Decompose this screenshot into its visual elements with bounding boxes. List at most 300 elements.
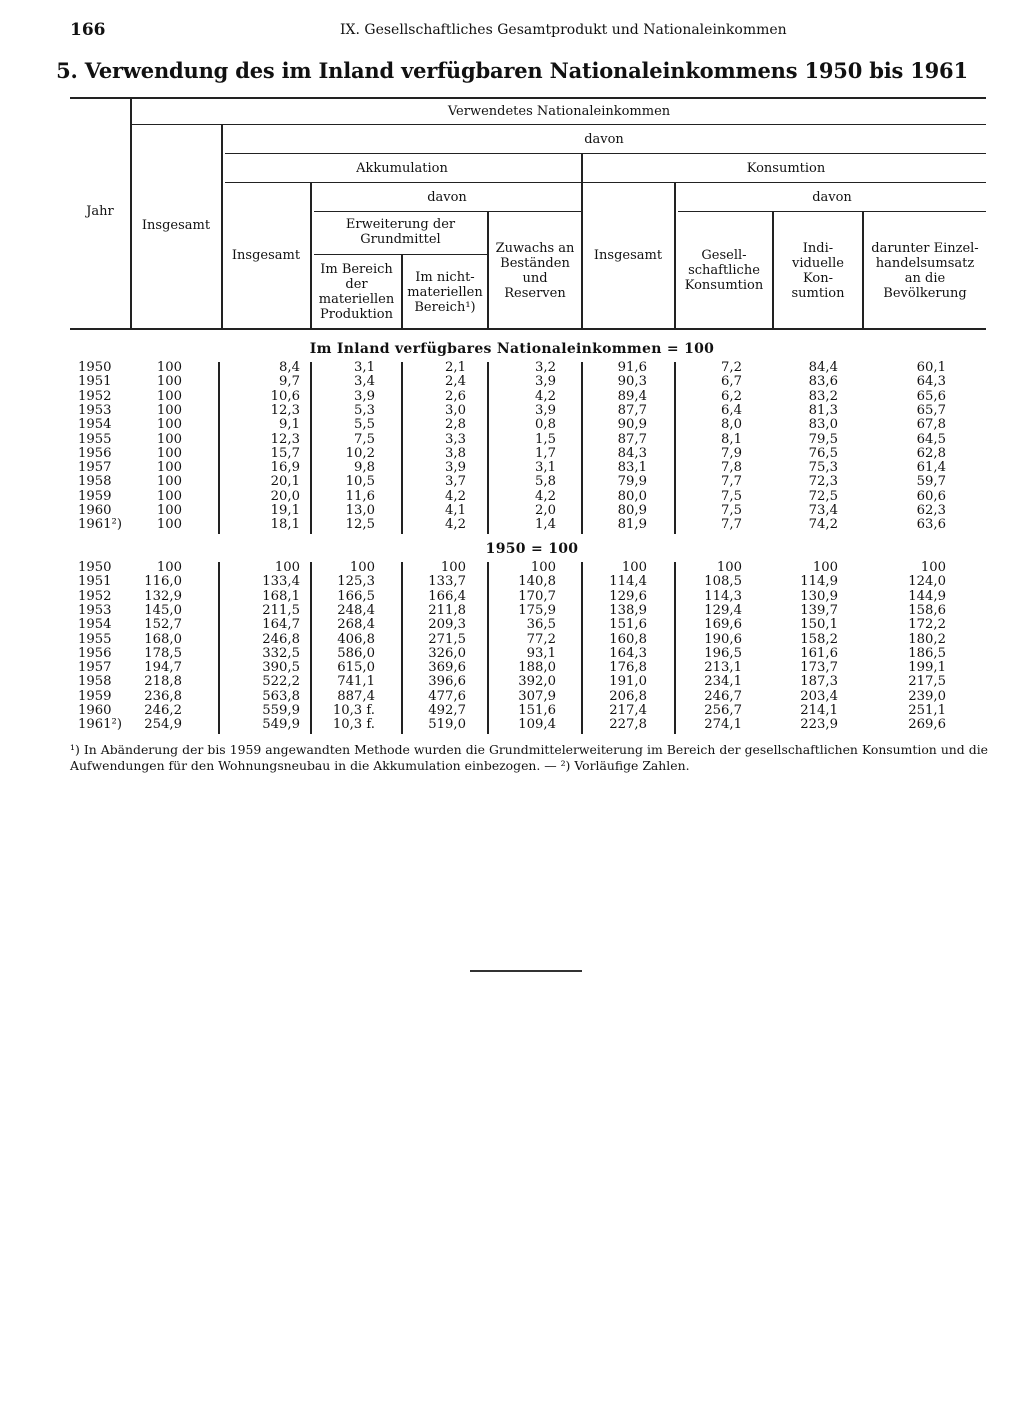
cell-kons-insgesamt: 89,4	[617, 388, 647, 404]
cell-grundmittel-materiell: 10,2	[345, 445, 375, 461]
column-separator	[674, 362, 676, 534]
cell-gesell-konsumtion: 114,3	[704, 588, 742, 604]
cell-jahr: 1956	[78, 645, 112, 661]
column-separator	[401, 562, 403, 734]
header-davon-akk: davon	[427, 190, 467, 205]
cell-einzelhandelsumsatz: 186,5	[908, 645, 946, 661]
cell-grundmittel-materiell: 615,0	[337, 660, 375, 676]
cell-einzelhandelsumsatz: 64,3	[916, 374, 946, 390]
cell-grundmittel-nichtmateriell: 2,6	[445, 388, 466, 404]
header-indiv-line: Kon-	[803, 271, 833, 286]
cell-akk-insgesamt: 8,4	[279, 360, 300, 375]
cell-grundmittel-nichtmateriell: 477,6	[428, 688, 466, 704]
cell-einzelhandelsumsatz: 60,1	[916, 360, 946, 375]
cell-jahr: 1959	[78, 488, 112, 504]
cell-grundmittel-materiell: 10,3 f.	[332, 703, 375, 718]
cell-jahr: 1951	[78, 374, 112, 390]
cell-gesell-konsumtion: 7,5	[721, 488, 742, 504]
cell-grundmittel-nichtmateriell: 3,9	[445, 460, 466, 476]
cell-insgesamt: 100	[156, 388, 182, 404]
cell-akk-insgesamt: 12,3	[270, 431, 300, 447]
cell-einzelhandelsumsatz: 61,4	[916, 460, 946, 476]
cell-akk-insgesamt: 9,1	[279, 417, 300, 433]
cell-gesell-konsumtion: 108,5	[704, 574, 742, 590]
cell-zuwachs-bestaende: 3,9	[535, 374, 556, 390]
cell-einzelhandelsumsatz: 67,8	[916, 417, 946, 433]
cell-grundmittel-nichtmateriell: 4,2	[445, 517, 466, 533]
section1-title: Im Inland verfügbares Nationaleinkommen = 100	[309, 341, 715, 357]
cell-zuwachs-bestaende: 140,8	[518, 574, 556, 590]
header-vline-3	[581, 153, 583, 328]
cell-gesell-konsumtion: 196,5	[704, 645, 742, 661]
cell-indiv-konsumtion: 75,3	[808, 460, 838, 476]
cell-einzelhandelsumsatz: 65,6	[916, 388, 946, 404]
cell-akk-insgesamt: 211,5	[262, 602, 300, 618]
table-row	[0, 604, 1024, 618]
cell-indiv-konsumtion: 72,5	[808, 488, 838, 504]
cell-akk-insgesamt: 559,9	[262, 703, 300, 718]
header-rule-verwendetes	[132, 124, 986, 125]
cell-gesell-konsumtion: 213,1	[704, 660, 742, 676]
cell-grundmittel-materiell: 741,1	[337, 674, 375, 690]
cell-grundmittel-nichtmateriell: 2,8	[445, 417, 466, 433]
cell-akk-insgesamt: 168,1	[262, 588, 300, 604]
cell-gesell-konsumtion: 6,2	[721, 388, 742, 404]
header-gesell-line: schaftliche	[688, 263, 760, 278]
cell-einzelhandelsumsatz: 124,0	[908, 574, 946, 590]
header-rule-akk-kons	[225, 182, 986, 183]
running-head: IX. Gesellschaftliches Gesamtprodukt und Nationaleinkommen	[340, 22, 787, 38]
header-gesell-line: Konsumtion	[684, 278, 764, 293]
cell-akk-insgesamt: 100	[274, 560, 300, 575]
cell-kons-insgesamt: 80,9	[617, 503, 647, 518]
cell-insgesamt: 100	[156, 488, 182, 504]
cell-jahr: 1953	[78, 402, 112, 418]
cell-akk-insgesamt: 164,7	[262, 617, 300, 633]
cell-jahr: 1957	[78, 460, 112, 476]
cell-grundmittel-materiell: 248,4	[337, 602, 375, 618]
cell-jahr: 1955	[78, 431, 112, 447]
cell-grundmittel-materiell: 586,0	[337, 645, 375, 661]
cell-zuwachs-bestaende: 4,2	[535, 388, 556, 404]
cell-jahr: 1960	[78, 703, 112, 718]
cell-indiv-konsumtion: 83,2	[808, 388, 838, 404]
cell-jahr: 1954	[78, 617, 112, 633]
cell-einzelhandelsumsatz: 199,1	[908, 660, 946, 676]
cell-indiv-konsumtion: 83,0	[808, 417, 838, 433]
cell-insgesamt: 100	[156, 445, 182, 461]
cell-zuwachs-bestaende: 93,1	[526, 645, 556, 661]
cell-jahr: 1952	[78, 388, 112, 404]
cell-gesell-konsumtion: 256,7	[704, 703, 742, 718]
header-gesell-line: Gesell-	[701, 248, 747, 263]
cell-indiv-konsumtion: 187,3	[800, 674, 838, 690]
cell-zuwachs-bestaende: 2,0	[535, 503, 556, 518]
table-row	[0, 575, 1024, 589]
cell-insgesamt: 152,7	[144, 617, 182, 633]
column-separator	[218, 562, 220, 734]
cell-grundmittel-materiell: 12,5	[345, 517, 375, 533]
table-row	[0, 590, 1024, 604]
cell-kons-insgesamt: 80,0	[617, 488, 647, 504]
table-row	[0, 475, 1024, 489]
cell-einzelhandelsumsatz: 269,6	[908, 717, 946, 733]
cell-gesell-konsumtion: 6,7	[721, 374, 742, 390]
cell-jahr: 1950	[78, 360, 112, 375]
cell-insgesamt: 100	[156, 560, 182, 575]
cell-zuwachs-bestaende: 100	[530, 560, 556, 575]
cell-gesell-konsumtion: 274,1	[704, 717, 742, 733]
cell-grundmittel-materiell: 10,5	[345, 474, 375, 490]
cell-einzelhandelsumsatz: 158,6	[908, 602, 946, 618]
cell-akk-insgesamt: 20,1	[270, 474, 300, 490]
cell-akk-insgesamt: 332,5	[262, 645, 300, 661]
cell-kons-insgesamt: 83,1	[617, 460, 647, 476]
table-row	[0, 433, 1024, 447]
table-row	[0, 404, 1024, 418]
header-darunter-line: handelsumsatz	[875, 256, 975, 271]
cell-grundmittel-nichtmateriell: 271,5	[428, 631, 466, 647]
cell-zuwachs-bestaende: 36,5	[526, 617, 556, 633]
cell-gesell-konsumtion: 7,7	[721, 474, 742, 490]
cell-kons-insgesamt: 129,6	[609, 588, 647, 604]
header-darunter-line: darunter Einzel-	[871, 241, 979, 256]
cell-gesell-konsumtion: 8,0	[721, 417, 742, 433]
cell-einzelhandelsumsatz: 251,1	[908, 703, 946, 718]
table-row	[0, 504, 1024, 518]
header-im-bereich	[312, 262, 401, 322]
header-akkumulation: Akkumulation	[356, 161, 448, 176]
header-bottom-rule	[70, 328, 986, 330]
cell-einzelhandelsumsatz: 100	[920, 560, 946, 575]
table-row	[0, 361, 1024, 375]
cell-grundmittel-nichtmateriell: 2,1	[445, 360, 466, 375]
cell-kons-insgesamt: 81,9	[617, 517, 647, 533]
cell-akk-insgesamt: 15,7	[270, 445, 300, 461]
cell-akk-insgesamt: 19,1	[270, 503, 300, 518]
cell-grundmittel-nichtmateriell: 369,6	[428, 660, 466, 676]
cell-kons-insgesamt: 91,6	[617, 360, 647, 375]
cell-grundmittel-materiell: 406,8	[337, 631, 375, 647]
footnote: ¹) In Abänderung der bis 1959 angewandten Methode wurden die Grundmittelerweiterung im Bereich der gesellschaftlichen Konsumtion und die Aufwendungen für den Wohnungsneubau in die Akkumulation einbezogen. — ²) Vorläufige Zahlen.	[70, 742, 988, 773]
cell-insgesamt: 100	[156, 503, 182, 518]
cell-einzelhandelsumsatz: 180,2	[908, 631, 946, 647]
cell-zuwachs-bestaende: 1,4	[535, 517, 556, 533]
cell-akk-insgesamt: 9,7	[279, 374, 300, 390]
cell-grundmittel-nichtmateriell: 492,7	[428, 703, 466, 718]
cell-grundmittel-materiell: 3,9	[354, 388, 375, 404]
header-kons-insgesamt: Insgesamt	[593, 248, 663, 263]
cell-kons-insgesamt: 191,0	[609, 674, 647, 690]
table-row	[0, 633, 1024, 647]
cell-indiv-konsumtion: 84,4	[808, 360, 838, 375]
cell-jahr: 1951	[78, 574, 112, 590]
column-separator	[581, 362, 583, 534]
cell-insgesamt: 100	[156, 431, 182, 447]
header-im-nicht	[403, 270, 487, 315]
section2-title: 1950 = 100	[485, 541, 579, 557]
header-zuwachs-line: und	[522, 271, 548, 286]
header-rule-davon	[225, 153, 986, 154]
cell-akk-insgesamt: 246,8	[262, 631, 300, 647]
table-row	[0, 690, 1024, 704]
cell-grundmittel-materiell: 5,5	[354, 417, 375, 433]
cell-gesell-konsumtion: 234,1	[704, 674, 742, 690]
cell-grundmittel-nichtmateriell: 326,0	[428, 645, 466, 661]
cell-jahr: 1958	[78, 674, 112, 690]
header-im-nicht-line: materiellen	[407, 285, 483, 300]
cell-zuwachs-bestaende: 0,8	[535, 417, 556, 433]
header-erweiterung-line: Erweiterung der	[345, 217, 456, 232]
cell-insgesamt: 254,9	[144, 717, 182, 733]
cell-einzelhandelsumsatz: 60,6	[916, 488, 946, 504]
cell-indiv-konsumtion: 173,7	[800, 660, 838, 676]
header-im-bereich-line: der	[345, 277, 368, 292]
table-row	[0, 704, 1024, 718]
table-row	[0, 375, 1024, 389]
cell-indiv-konsumtion: 139,7	[800, 602, 838, 618]
cell-gesell-konsumtion: 7,8	[721, 460, 742, 476]
header-im-bereich-line: Im Bereich	[320, 262, 393, 277]
cell-zuwachs-bestaende: 3,1	[535, 460, 556, 476]
cell-insgesamt: 100	[156, 474, 182, 490]
cell-grundmittel-nichtmateriell: 3,0	[445, 402, 466, 418]
cell-kons-insgesamt: 87,7	[617, 431, 647, 447]
column-separator	[581, 562, 583, 734]
header-im-bereich-line: materiellen	[318, 292, 395, 307]
header-darunter	[864, 241, 986, 301]
cell-insgesamt: 246,2	[144, 703, 182, 718]
page-number: 166	[70, 20, 106, 40]
cell-grundmittel-materiell: 3,4	[354, 374, 375, 390]
cell-akk-insgesamt: 390,5	[262, 660, 300, 676]
column-separator	[674, 562, 676, 734]
cell-indiv-konsumtion: 73,4	[808, 503, 838, 518]
header-zuwachs-line: Zuwachs an	[495, 241, 575, 256]
header-akk-insgesamt: Insgesamt	[231, 248, 301, 263]
header-insgesamt-total: Insgesamt	[141, 218, 211, 233]
cell-grundmittel-nichtmateriell: 3,7	[445, 474, 466, 490]
cell-einzelhandelsumsatz: 217,5	[908, 674, 946, 690]
cell-jahr: 1961²)	[78, 517, 122, 533]
cell-indiv-konsumtion: 114,9	[800, 574, 838, 590]
cell-zuwachs-bestaende: 77,2	[526, 631, 556, 647]
header-erweiterung	[314, 217, 487, 247]
cell-zuwachs-bestaende: 170,7	[518, 588, 556, 604]
cell-jahr: 1960	[78, 503, 112, 518]
cell-indiv-konsumtion: 81,3	[808, 402, 838, 418]
cell-kons-insgesamt: 90,3	[617, 374, 647, 390]
page-title: 5. Verwendung des im Inland verfügbaren Nationaleinkommens 1950 bis 1961	[56, 58, 968, 83]
cell-zuwachs-bestaende: 188,0	[518, 660, 556, 676]
header-top-rule	[70, 97, 986, 99]
cell-kons-insgesamt: 84,3	[617, 445, 647, 461]
header-erweiterung-line: Grundmittel	[360, 232, 441, 247]
table-row	[0, 418, 1024, 432]
cell-zuwachs-bestaende: 392,0	[518, 674, 556, 690]
cell-jahr: 1958	[78, 474, 112, 490]
cell-jahr: 1954	[78, 417, 112, 433]
header-gesell	[676, 248, 772, 293]
cell-zuwachs-bestaende: 3,2	[535, 360, 556, 375]
cell-insgesamt: 100	[156, 360, 182, 375]
cell-kons-insgesamt: 160,8	[609, 631, 647, 647]
cell-zuwachs-bestaende: 109,4	[518, 717, 556, 733]
cell-indiv-konsumtion: 83,6	[808, 374, 838, 390]
cell-indiv-konsumtion: 203,4	[800, 688, 838, 704]
cell-einzelhandelsumsatz: 62,8	[916, 445, 946, 461]
cell-grundmittel-nichtmateriell: 166,4	[428, 588, 466, 604]
header-davon-top: davon	[584, 132, 624, 147]
cell-indiv-konsumtion: 72,3	[808, 474, 838, 490]
cell-grundmittel-nichtmateriell: 100	[440, 560, 466, 575]
header-zuwachs-line: Reserven	[504, 286, 566, 301]
header-zuwachs-line: Beständen	[500, 256, 570, 271]
cell-grundmittel-materiell: 11,6	[345, 488, 375, 504]
header-indiv-line: viduelle	[792, 256, 844, 271]
table-row	[0, 618, 1024, 632]
cell-kons-insgesamt: 227,8	[609, 717, 647, 733]
header-indiv-line: Indi-	[802, 241, 834, 256]
cell-grundmittel-nichtmateriell: 396,6	[428, 674, 466, 690]
cell-einzelhandelsumsatz: 62,3	[916, 503, 946, 518]
cell-grundmittel-materiell: 10,3 f.	[332, 717, 375, 733]
cell-insgesamt: 236,8	[144, 688, 182, 704]
cell-indiv-konsumtion: 214,1	[800, 703, 838, 718]
cell-insgesamt: 100	[156, 417, 182, 433]
cell-gesell-konsumtion: 169,6	[704, 617, 742, 633]
table-row	[0, 447, 1024, 461]
header-indiv	[774, 241, 862, 301]
cell-insgesamt: 218,8	[144, 674, 182, 690]
cell-insgesamt: 145,0	[144, 602, 182, 618]
column-separator	[401, 362, 403, 534]
cell-grundmittel-materiell: 13,0	[345, 503, 375, 518]
cell-kons-insgesamt: 100	[621, 560, 647, 575]
cell-zuwachs-bestaende: 307,9	[518, 688, 556, 704]
cell-gesell-konsumtion: 8,1	[721, 431, 742, 447]
table-row	[0, 561, 1024, 575]
cell-indiv-konsumtion: 76,5	[808, 445, 838, 461]
header-im-nicht-line: Im nicht-	[415, 270, 475, 285]
cell-gesell-konsumtion: 7,9	[721, 445, 742, 461]
column-separator	[487, 362, 489, 534]
cell-gesell-konsumtion: 246,7	[704, 688, 742, 704]
cell-jahr: 1961²)	[78, 717, 122, 733]
table-row	[0, 647, 1024, 661]
cell-kons-insgesamt: 206,8	[609, 688, 647, 704]
cell-kons-insgesamt: 138,9	[609, 602, 647, 618]
cell-grundmittel-materiell: 9,8	[354, 460, 375, 476]
table-row	[0, 718, 1024, 732]
cell-jahr: 1955	[78, 631, 112, 647]
header-im-bereich-line: Produktion	[320, 307, 393, 322]
cell-zuwachs-bestaende: 151,6	[518, 703, 556, 718]
cell-grundmittel-nichtmateriell: 2,4	[445, 374, 466, 390]
cell-indiv-konsumtion: 158,2	[800, 631, 838, 647]
cell-kons-insgesamt: 176,8	[609, 660, 647, 676]
cell-jahr: 1956	[78, 445, 112, 461]
cell-kons-insgesamt: 90,9	[617, 417, 647, 433]
cell-gesell-konsumtion: 7,2	[721, 360, 742, 375]
cell-indiv-konsumtion: 161,6	[800, 645, 838, 661]
cell-einzelhandelsumsatz: 64,5	[916, 431, 946, 447]
header-vline-2	[221, 124, 223, 328]
cell-akk-insgesamt: 522,2	[262, 674, 300, 690]
cell-gesell-konsumtion: 7,7	[721, 517, 742, 533]
cell-zuwachs-bestaende: 1,5	[535, 431, 556, 447]
cell-grundmittel-nichtmateriell: 3,3	[445, 431, 466, 447]
cell-grundmittel-materiell: 5,3	[354, 402, 375, 418]
cell-kons-insgesamt: 217,4	[609, 703, 647, 718]
cell-indiv-konsumtion: 74,2	[808, 517, 838, 533]
cell-akk-insgesamt: 20,0	[270, 488, 300, 504]
cell-indiv-konsumtion: 223,9	[800, 717, 838, 733]
column-separator	[310, 362, 312, 534]
cell-einzelhandelsumsatz: 144,9	[908, 588, 946, 604]
cell-grundmittel-nichtmateriell: 3,8	[445, 445, 466, 461]
table-row	[0, 490, 1024, 504]
table-row	[0, 661, 1024, 675]
cell-einzelhandelsumsatz: 59,7	[916, 474, 946, 490]
cell-jahr: 1952	[78, 588, 112, 604]
header-verwendetes: Verwendetes Nationaleinkommen	[447, 104, 671, 119]
cell-grundmittel-nichtmateriell: 211,8	[428, 602, 466, 618]
cell-grundmittel-materiell: 3,1	[354, 360, 375, 375]
cell-kons-insgesamt: 151,6	[609, 617, 647, 633]
header-davon-kons: davon	[812, 190, 852, 205]
cell-jahr: 1950	[78, 560, 112, 575]
end-rule	[470, 970, 582, 972]
cell-indiv-konsumtion: 150,1	[800, 617, 838, 633]
cell-insgesamt: 100	[156, 374, 182, 390]
cell-gesell-konsumtion: 6,4	[721, 402, 742, 418]
header-rule-kons-davon	[678, 211, 986, 212]
cell-indiv-konsumtion: 100	[812, 560, 838, 575]
cell-grundmittel-materiell: 7,5	[354, 431, 375, 447]
cell-gesell-konsumtion: 7,5	[721, 503, 742, 518]
table-row	[0, 461, 1024, 475]
cell-kons-insgesamt: 114,4	[609, 574, 647, 590]
header-zuwachs	[489, 241, 581, 301]
cell-grundmittel-materiell: 100	[349, 560, 375, 575]
cell-indiv-konsumtion: 130,9	[800, 588, 838, 604]
cell-jahr: 1959	[78, 688, 112, 704]
cell-insgesamt: 178,5	[144, 645, 182, 661]
table-row	[0, 518, 1024, 532]
cell-zuwachs-bestaende: 4,2	[535, 488, 556, 504]
cell-akk-insgesamt: 563,8	[262, 688, 300, 704]
cell-grundmittel-materiell: 268,4	[337, 617, 375, 633]
cell-insgesamt: 132,9	[144, 588, 182, 604]
header-vline-1	[130, 97, 132, 328]
header-jahr: Jahr	[86, 204, 114, 219]
cell-einzelhandelsumsatz: 63,6	[916, 517, 946, 533]
cell-jahr: 1953	[78, 602, 112, 618]
cell-grundmittel-nichtmateriell: 133,7	[428, 574, 466, 590]
cell-grundmittel-nichtmateriell: 4,1	[445, 503, 466, 518]
cell-insgesamt: 168,0	[144, 631, 182, 647]
cell-gesell-konsumtion: 190,6	[704, 631, 742, 647]
cell-grundmittel-materiell: 887,4	[337, 688, 375, 704]
cell-zuwachs-bestaende: 3,9	[535, 402, 556, 418]
cell-kons-insgesamt: 164,3	[609, 645, 647, 661]
cell-grundmittel-nichtmateriell: 209,3	[428, 617, 466, 633]
header-darunter-line: Bevölkerung	[883, 286, 967, 301]
cell-grundmittel-nichtmateriell: 4,2	[445, 488, 466, 504]
cell-zuwachs-bestaende: 1,7	[535, 445, 556, 461]
cell-akk-insgesamt: 18,1	[270, 517, 300, 533]
